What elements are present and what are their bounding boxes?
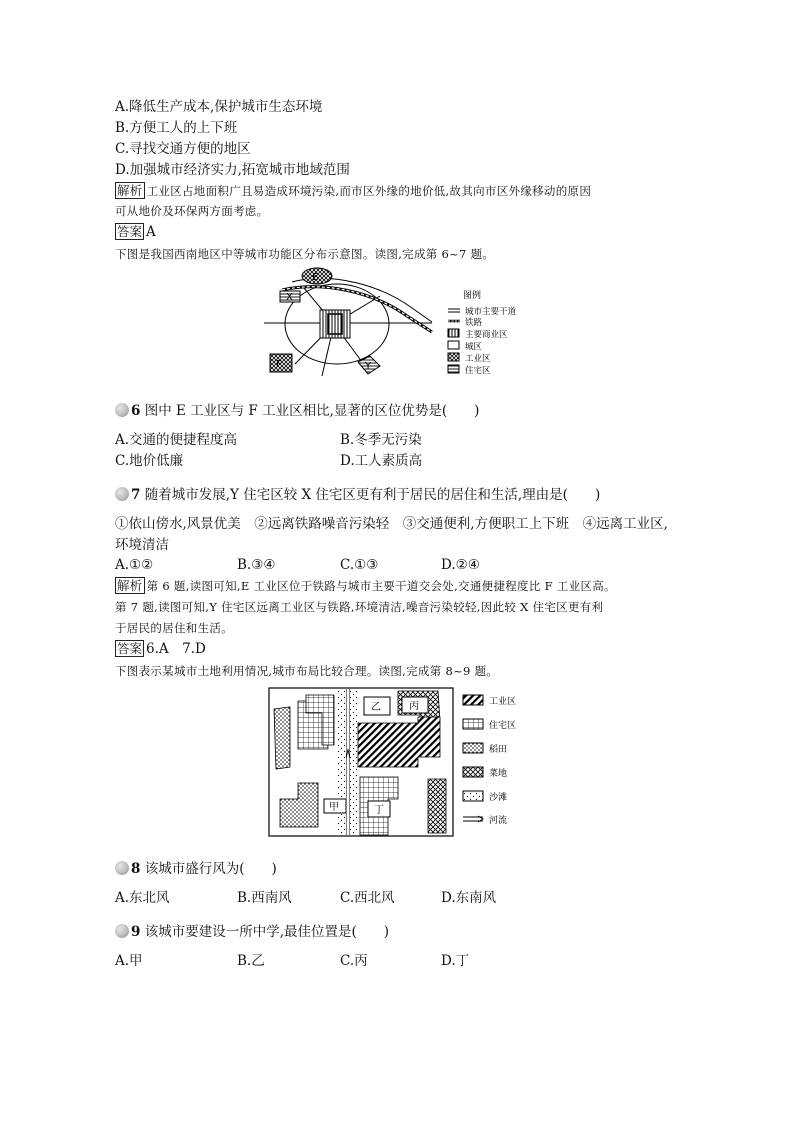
svg-text:河流: 河流 (489, 816, 508, 826)
label-e: E (312, 272, 319, 283)
q9-option-b: B.乙 (237, 953, 265, 969)
q7-option-b: B.③④ (237, 557, 276, 573)
q9-number: 9 (131, 924, 141, 940)
legend-railway (448, 317, 483, 328)
q5-analysis (115, 181, 591, 201)
q67-answer-value: 6.A 7.D (146, 641, 206, 657)
q7-option-c: C.①③ (340, 557, 379, 573)
svg-text:城市主要干道: 城市主要干道 (465, 307, 517, 317)
q5-option-d: D.加强城市经济实力,拓宽城市地域范围 (115, 162, 350, 178)
q8-text: 该城市盛行风为( ) (144, 861, 277, 877)
q6-option-d: D.工人素质高 (340, 453, 423, 469)
q8-stem (115, 859, 277, 879)
q7-text: 随着城市发展,Y 住宅区较 X 住宅区更有利于居民的居住和生活,理由是( ) (144, 487, 601, 503)
q67-analysis-text-2: 第 7 题,读图可知,Y 住宅区远离工业区与铁路,环境清洁,噪音污染较轻,因此较 X 住宅区更有利 (115, 600, 604, 614)
svg-text:铁路: 铁路 (465, 318, 483, 328)
label-y: Y (365, 361, 372, 372)
label-ding: 丁 (374, 805, 384, 816)
q7-statements-2: 环境清洁 (115, 537, 169, 553)
q6-number: 6 (131, 403, 141, 419)
legend-title: 图例 (463, 291, 482, 301)
land-use-map (268, 687, 530, 839)
q6-option-b: B.冬季无污染 (340, 432, 422, 448)
q9-option-d: D.丁 (441, 953, 470, 969)
question-bullet-icon (115, 403, 129, 417)
question-bullet-icon (115, 487, 129, 501)
legend-river (463, 814, 507, 826)
svg-text:住宅区: 住宅区 (465, 366, 491, 376)
legend-rice (463, 743, 507, 755)
legend-city (448, 341, 483, 352)
q5-analysis-text-2: 可从地价及环保两方面考虑。 (115, 204, 269, 218)
q8-option-c: C.西北风 (340, 890, 395, 906)
q7-statements-1: ①依山傍水,风景优美 ②远离铁路噪音污染轻 ③交通便利,方便职工上下班 ④远离工业区, (115, 516, 668, 532)
svg-text:菜地: 菜地 (489, 769, 508, 779)
label-f: F (276, 359, 282, 370)
svg-text:沙滩: 沙滩 (489, 793, 508, 803)
svg-text:城区: 城区 (465, 342, 483, 352)
q9-option-c: C.丙 (340, 953, 368, 969)
q9-option-a: A.甲 (115, 953, 143, 969)
svg-text:主要商业区: 主要商业区 (465, 330, 508, 340)
q8-number: 8 (131, 861, 141, 877)
legend-industrial (463, 695, 516, 707)
q67-analysis-text-3: 于居民的居住和生活。 (115, 621, 233, 635)
legend-sand (463, 791, 507, 803)
q5-option-b: B.方便工人的上下班 (115, 120, 238, 136)
svg-text:稻田: 稻田 (489, 745, 508, 755)
legend-vegetable (463, 767, 507, 779)
legend-residential (463, 719, 516, 731)
q8-option-d: D.东南风 (441, 890, 497, 906)
legend-road (448, 306, 517, 317)
q7-stem (115, 485, 600, 505)
q67-answer (115, 639, 206, 659)
label-yi: 乙 (371, 702, 381, 713)
q9-text: 该城市要建设一所中学,最佳位置是( ) (144, 924, 390, 940)
svg-text:工业区: 工业区 (489, 697, 517, 707)
label-jia: 甲 (329, 802, 339, 813)
legend-residential (448, 365, 491, 376)
city-function-map (262, 266, 552, 382)
q67-analysis-text-1: 第 6 题,读图可知,E 工业区位于铁路与城市主要干道交会处,交通便捷程度比 F 工业区高。 (146, 579, 616, 593)
label-bing: 丙 (409, 701, 419, 712)
q6-text: 图中 E 工业区与 F 工业区相比,显著的区位优势是( ) (144, 403, 480, 419)
analysis-tag: 解析 (117, 183, 143, 198)
question-bullet-icon (115, 924, 129, 938)
q5-answer-value: A (146, 224, 156, 240)
legend-industrial (448, 353, 491, 364)
analysis-tag: 解析 (117, 578, 143, 593)
q8-option-a: A.东北风 (115, 890, 170, 906)
q5-answer (115, 222, 156, 242)
q6-option-a: A.交通的便捷程度高 (115, 432, 238, 448)
intro-8-9: 下图表示某城市土地利用情况,城市布局比较合理。读图,完成第 8~9 题。 (115, 664, 499, 678)
q7-option-a: A.①② (115, 557, 154, 573)
q8-option-b: B.西南风 (237, 890, 292, 906)
q7-option-d: D.②④ (441, 557, 480, 573)
answer-tag: 答案 (117, 641, 143, 656)
rice-field-west (274, 707, 290, 769)
question-bullet-icon (115, 861, 129, 875)
vegetable-field-east (428, 779, 446, 833)
q5-option-a: A.降低生产成本,保护城市生态环境 (115, 99, 323, 115)
q6-stem (115, 401, 479, 421)
q6-option-c: C.地价低廉 (115, 453, 184, 469)
intro-6-7: 下图是我国西南地区中等城市功能区分布示意图。读图,完成第 6~7 题。 (115, 247, 495, 261)
q7-number: 7 (131, 487, 141, 503)
sandbank-east (350, 689, 358, 835)
answer-tag: 答案 (117, 224, 143, 239)
svg-text:工业区: 工业区 (465, 354, 491, 364)
q67-analysis (115, 576, 616, 596)
svg-text:住宅区: 住宅区 (489, 721, 517, 731)
q9-stem (115, 922, 389, 942)
label-x: X (286, 292, 293, 303)
q5-option-c: C.寻找交通方便的地区 (115, 141, 251, 157)
q5-analysis-text-1: 工业区占地面积广且易造成环境污染,而市区外缘的地价低,故其向市区外缘移动的原因 (146, 184, 592, 198)
legend-commercial (448, 329, 508, 340)
